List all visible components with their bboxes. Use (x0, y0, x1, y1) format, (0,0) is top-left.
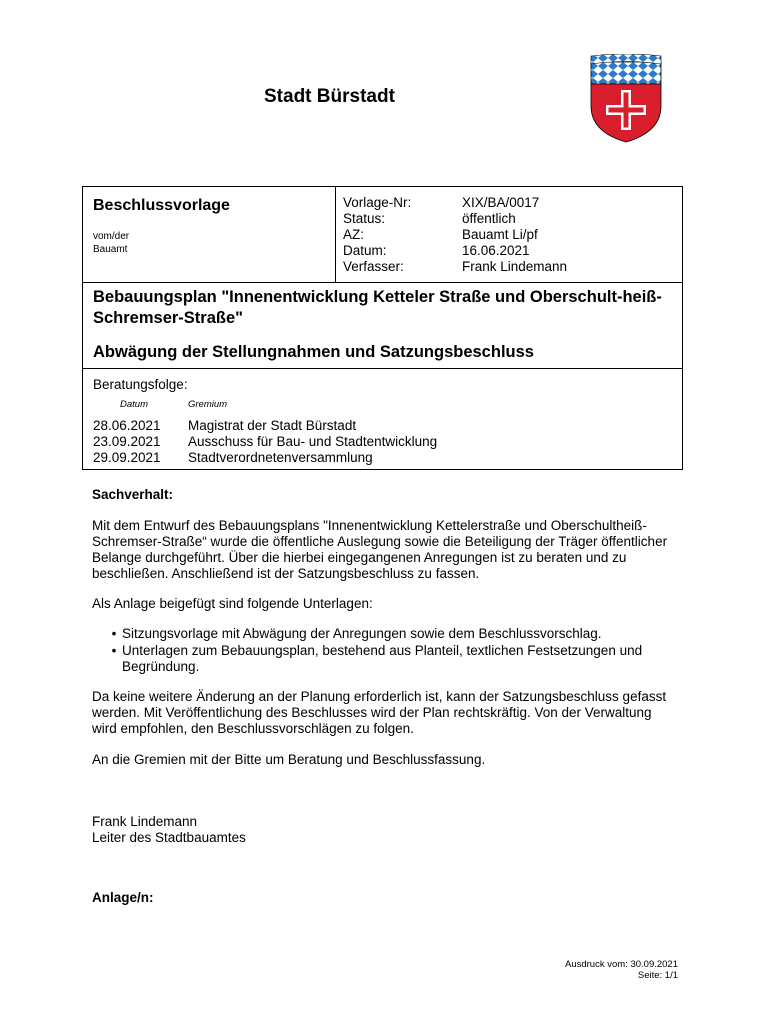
meta-label-status: Status: (343, 211, 386, 226)
meta-value-status: öffentlich (462, 211, 516, 226)
closing-paragraph: An die Gremien mit der Bitte um Beratung und Beschlussfassung. (92, 752, 486, 767)
session-body: Stadtverordnetenversammlung (188, 450, 373, 465)
column-header-body: Gremium (188, 399, 228, 410)
facts-heading: Sachverhalt: (92, 487, 174, 502)
meta-value-az: Bauamt Li/pf (462, 227, 538, 242)
meta-label-az: AZ: (343, 227, 365, 242)
from-label: vom/der (93, 231, 130, 242)
session-date: 28.06.2021 (93, 418, 161, 433)
column-header-date: Datum (120, 399, 148, 410)
department: Bauamt (93, 244, 128, 255)
signature-name: Frank Lindemann (92, 814, 198, 829)
bullet-icon: • (111, 626, 117, 641)
city-title: Stadt Bürstadt (264, 86, 395, 107)
advice-label: Beratungsfolge: (93, 377, 188, 392)
meta-label-author: Verfasser: (343, 259, 404, 274)
subject-heading: Bebauungsplan "Innenentwicklung Ketteler Straße und Oberschult-heiß-Schremser-Straße" (93, 288, 662, 327)
list-item: • Sitzungsvorlage mit Abwägung der Anregungen sowie dem Beschlussvorschlag. (111, 626, 602, 641)
subject-subtitle: Abwägung der Stellungnahmen und Satzungsbeschluss (93, 343, 534, 361)
session-date: 23.09.2021 (93, 434, 161, 449)
doc-type: Beschlussvorlage (93, 197, 230, 214)
list-item: • Unterlagen zum Bebauungsplan, bestehend aus Planteil, textlichen Festsetzungen und Begründung. (111, 643, 643, 674)
info-box (82, 186, 683, 470)
meta-value-date: 16.06.2021 (462, 243, 530, 258)
annex-heading: Anlage/n: (92, 890, 154, 905)
bullet-icon: • (111, 643, 117, 658)
meta-value-number: XIX/BA/0017 (462, 195, 540, 210)
print-date: Ausdruck vom: 30.09.2021 (564, 959, 678, 970)
meta-value-author: Frank Lindemann (462, 259, 568, 274)
attachments-list (92, 626, 672, 676)
session-date: 29.09.2021 (93, 450, 161, 465)
attachments-intro: Als Anlage beigefügt sind folgende Unterlagen: (92, 596, 373, 611)
decision-paragraph: Da keine weitere Änderung an der Planung erforderlich ist, kann der Satzungsbeschluss gefasst werden. Mit Veröffentlichung des Beschlusses wird der Plan rechtskräftig. Von der Verwaltung wird empfohlen, den Beschlussvorschlägen zu folgen. (92, 689, 667, 736)
coat-of-arms-icon (588, 54, 664, 144)
meta-label-number: Vorlage-Nr: (343, 195, 412, 210)
meta-label-date: Datum: (343, 243, 387, 258)
session-body: Ausschuss für Bau- und Stadtentwicklung (188, 434, 438, 449)
page-number: Seite: 1/1 (637, 970, 678, 981)
facts-paragraph: Mit dem Entwurf des Bebauungsplans "Innenentwicklung Kettelerstraße und Oberschultheiß-Schremser-Straße“ wurde die öffentliche Auslegung sowie die Beteiligung der Träger öffentlicher Belange durchgeführt. Über die hierbei eingegangenen Anregungen ist zu beraten und zu beschließen. Anschließend ist der Satzungsbeschluss zu fassen. (92, 518, 668, 581)
session-body: Magistrat der Stadt Bürstadt (188, 418, 357, 433)
signature-role: Leiter des Stadtbauamtes (92, 830, 246, 845)
